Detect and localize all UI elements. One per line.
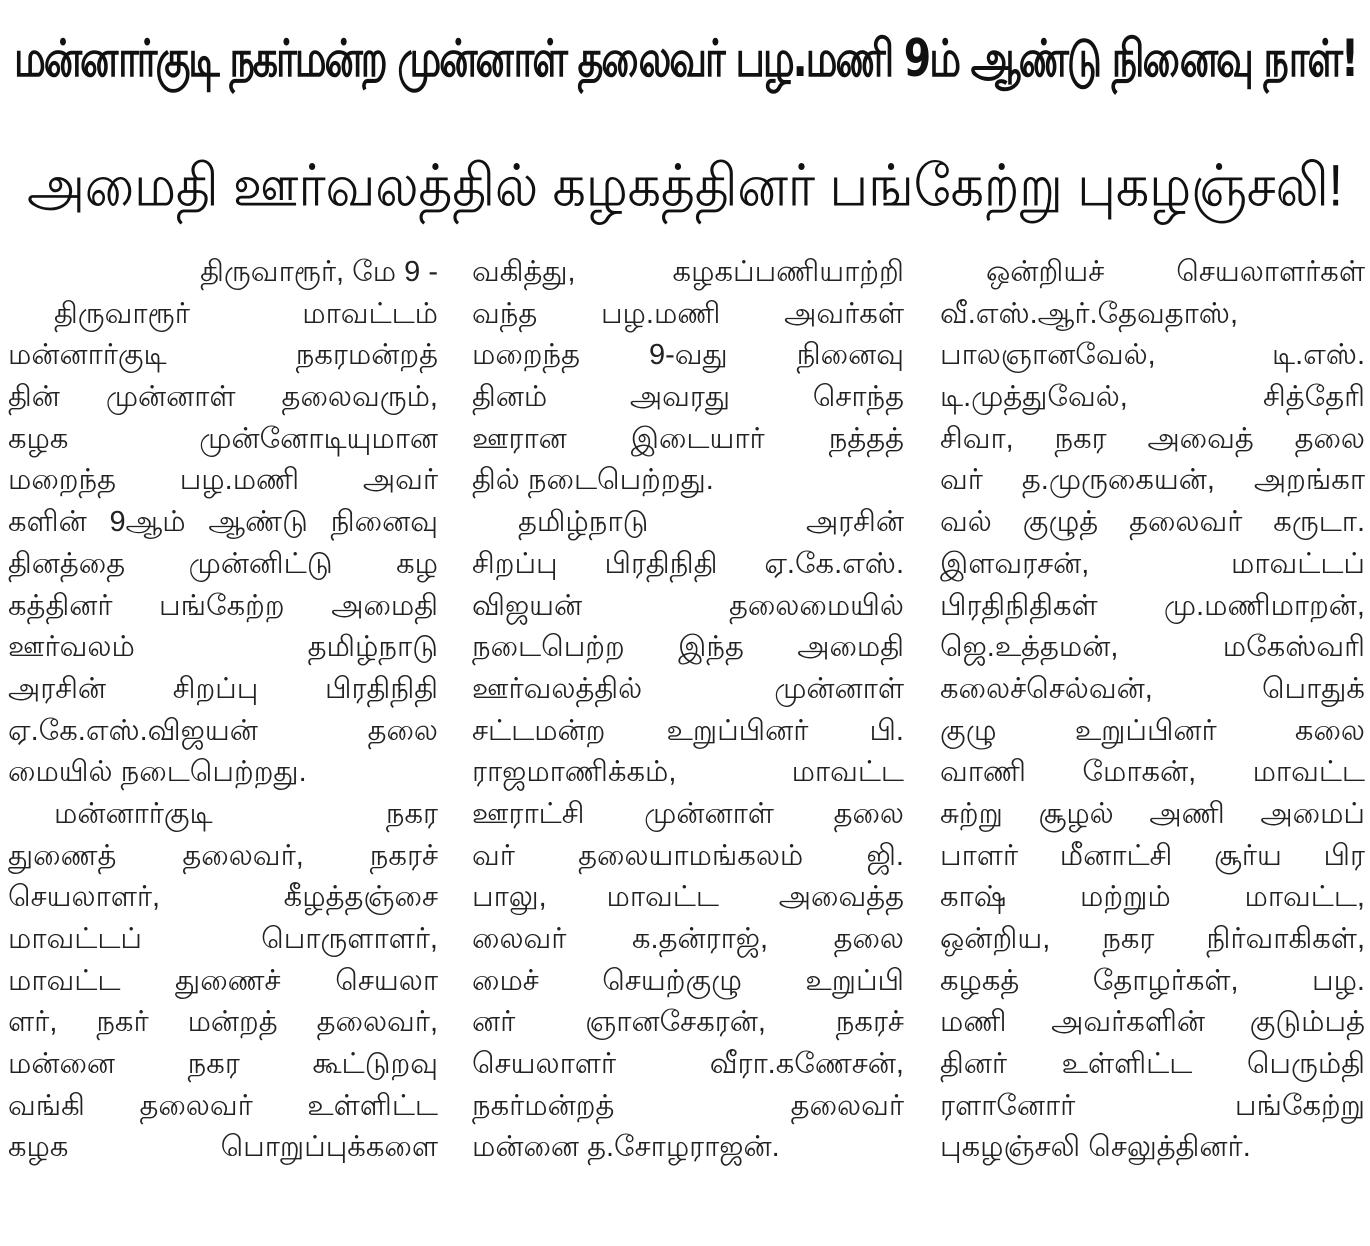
paragraph-line: வகித்து, கழகப்பணியாற்றி (472, 256, 904, 288)
paragraph-line: ஊராட்சி முன்னாள் தலை (472, 797, 904, 830)
paragraph-line: ஒன்றிய, நகர நிர்வாகிகள், (940, 923, 1365, 955)
headline-text: மன்னார்குடி நகர்மன்ற முன்னாள் தலைவர் பழ.மணி 9ம் ஆண்டு நினைவு நாள்! (13, 28, 1357, 89)
paragraph-line: நகர்மன்றத் தலைவர் (472, 1089, 904, 1122)
paragraph-line: லைவர் க.தன்ராஜ், தலை (472, 923, 904, 955)
paragraph-line: ளர், நகர் மன்றத் தலைவர், (8, 1006, 438, 1039)
paragraph-line: காஷ் மற்றும் மாவட்ட, (940, 881, 1365, 914)
paragraph-line: வந்த பழ.மணி அவர்கள் (472, 297, 904, 330)
paragraph-line: மறைந்த 9-வது நினைவு (472, 339, 904, 372)
article-column-3 (940, 252, 1365, 1169)
paragraph-line: செயலாளர் வீரா.கணேசன், (472, 1048, 904, 1081)
paragraph-line: தினர் உள்ளிட்ட பெரும்தி (940, 1048, 1365, 1081)
paragraph-line: புகழஞ்சலி செலுத்தினர். (940, 1131, 1251, 1164)
paragraph-line: வங்கி தலைவர் உள்ளிட்ட (8, 1089, 438, 1122)
paragraph-line: ரளானோர் பங்கேற்று (940, 1089, 1365, 1122)
paragraph-line: கத்தினர் பங்கேற்ற அமைதி (8, 589, 438, 622)
paragraph-line: ஊர்வலம் தமிழ்நாடு (8, 631, 438, 664)
paragraph-line: விஜயன் தலைமையில் (472, 589, 904, 622)
paragraph-line: பாலு, மாவட்ட அவைத்த (472, 881, 904, 914)
paragraph-line: கலைச்செல்வன், பொதுக் (940, 672, 1365, 705)
paragraph-line: சிறப்பு பிரதிநிதி ஏ.கே.எஸ். (472, 547, 904, 580)
subheadline (0, 145, 1370, 235)
paragraph-line: வீ.எஸ்.ஆர்.தேவதாஸ், (940, 297, 1239, 330)
paragraph-line: குழு உறுப்பினர் கலை (940, 714, 1365, 747)
paragraph-line: மணி அவர்களின் குடும்பத் (940, 1006, 1365, 1039)
article-column-2 (472, 252, 904, 1169)
paragraph-line: மன்னார்குடி நகரமன்றத் (8, 339, 438, 372)
paragraph-line: களின் 9ஆம் ஆண்டு நினைவு (8, 506, 438, 539)
paragraph-line: கழக பொறுப்புக்களை (8, 1131, 438, 1164)
paragraph-line: சட்டமன்ற உறுப்பினர் பி. (472, 714, 904, 747)
paragraph-line: இளவரசன், மாவட்டப் (940, 547, 1365, 580)
paragraph-line: துணைத் தலைவர், நகரச் (8, 839, 438, 872)
paragraph-line: கழக முன்னோடியுமான (8, 422, 438, 455)
paragraph-line: ஒன்றியச் செயலாளர்கள் (986, 256, 1365, 288)
paragraph-line: னர் ஞானசேகரன், நகரச் (472, 1006, 904, 1039)
paragraph-line: மன்னார்குடி நகர (54, 797, 438, 830)
paragraph-line: தில் நடைபெற்றது. (472, 464, 714, 497)
paragraph-line: தினம் அவரது சொந்த (472, 381, 904, 414)
paragraph-line: மாவட்ட துணைச் செயலா (8, 964, 438, 997)
paragraph-line: செயலாளர், கீழத்தஞ்சை (8, 881, 438, 914)
subheadline-text: அமைதி ஊர்வலத்தில் கழகத்தினர் பங்கேற்று புகழஞ்சலி! (26, 153, 1344, 219)
paragraph-line: பிரதிநிதிகள் மு.மணிமாறன், (940, 589, 1365, 622)
paragraph-line: தினத்தை முன்னிட்டு கழ (8, 547, 438, 580)
paragraph-line: பாலஞானவேல், டி.எஸ். (940, 339, 1365, 372)
paragraph-line: டி.முத்துவேல், சித்தேரி (940, 381, 1365, 414)
paragraph-line: மன்னை நகர கூட்டுறவு (8, 1048, 438, 1081)
paragraph-line: திருவாரூர் மாவட்டம் (54, 297, 438, 330)
paragraph-line: நடைபெற்ற இந்த அமைதி (472, 631, 904, 664)
paragraph-line: மையில் நடைபெற்றது. (8, 756, 307, 789)
headline (0, 2, 1370, 122)
paragraph-line: ஜெ.உத்தமன், மகேஸ்வரி (940, 631, 1365, 664)
paragraph-line: ஊர்வலத்தில் முன்னாள் (472, 672, 904, 705)
paragraph-line: சுற்று சூழல் அணி அமைப் (940, 797, 1365, 830)
paragraph-line: வர் த.முருகையன், அறங்கா (940, 464, 1365, 497)
paragraph-line: கழகத் தோழர்கள், பழ. (940, 964, 1365, 997)
paragraph-line: மாவட்டப் பொருளாளர், (8, 923, 438, 955)
paragraph-line: மைச் செயற்குழு உறுப்பி (472, 964, 904, 997)
paragraph-line: மன்னை த.சோழராஜன். (472, 1131, 780, 1164)
paragraph-line: ஊரான இடையார் நத்தத் (472, 422, 904, 455)
paragraph-line: சிவா, நகர அவைத் தலை (940, 422, 1365, 455)
paragraph-line: வல் குழுத் தலைவர் கருடா. (940, 506, 1365, 539)
dateline: திருவாரூர், மே 9 - (200, 256, 438, 288)
paragraph-line: மறைந்த பழ.மணி அவர் (8, 464, 438, 497)
article-column-1 (8, 252, 438, 1169)
paragraph-line: வர் தலையாமங்கலம் ஜி. (472, 839, 904, 872)
paragraph-line: தமிழ்நாடு அரசின் (518, 506, 904, 539)
paragraph-line: தின் முன்னாள் தலைவரும், (8, 381, 438, 414)
paragraph-line: ஏ.கே.எஸ்.விஜயன் தலை (8, 714, 438, 747)
paragraph-line: பாளர் மீனாட்சி சூர்ய பிர (940, 839, 1365, 872)
paragraph-line: அரசின் சிறப்பு பிரதிநிதி (8, 672, 438, 705)
paragraph-line: வாணி மோகன், மாவட்ட (940, 756, 1365, 789)
paragraph-line: ராஜமாணிக்கம், மாவட்ட (472, 756, 904, 789)
